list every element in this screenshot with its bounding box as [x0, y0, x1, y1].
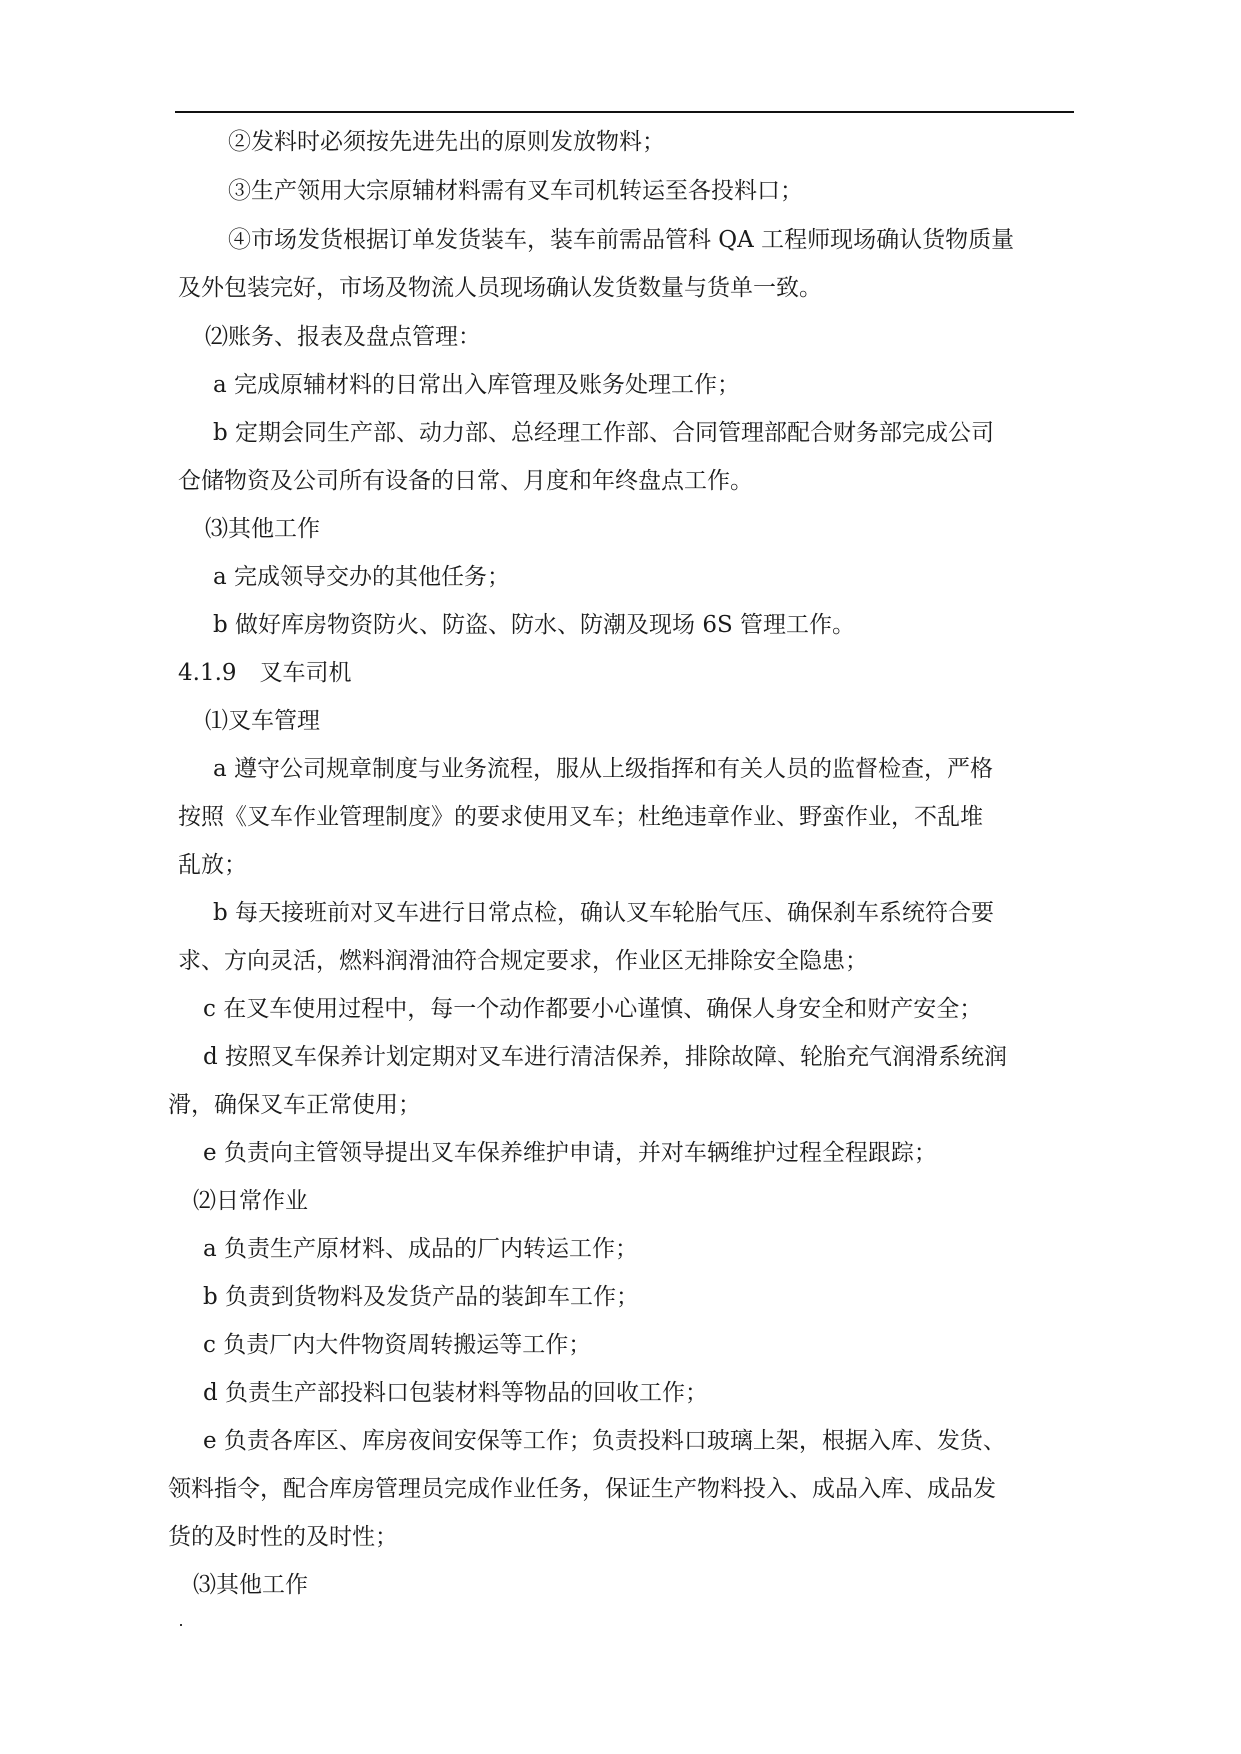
text-line: b 定期会同生产部、动力部、总经理工作部、合同管理部配合财务部完成公司 — [213, 420, 995, 446]
text-line: ⑶其他工作 — [205, 516, 320, 542]
text-line: a 负责生产原材料、成品的厂内转运工作； — [203, 1236, 639, 1262]
footer-dot — [180, 1624, 182, 1626]
text-line: 仓储物资及公司所有设备的日常、月度和年终盘点工作。 — [178, 468, 753, 494]
text-line: 货的及时性的及时性； — [168, 1524, 398, 1550]
text-line: e 负责向主管领导提出叉车保养维护申请，并对车辆维护过程全程跟踪； — [203, 1140, 937, 1166]
text-line: ④市场发货根据订单发货装车，装车前需品管科 QA 工程师现场确认货物质量 — [228, 227, 1015, 253]
text-line: b 做好库房物资防火、防盗、防水、防潮及现场 6S 管理工作。 — [213, 612, 856, 638]
text-line: 及外包装完好，市场及物流人员现场确认发货数量与货单一致。 — [178, 275, 822, 301]
text-line: e 负责各库区、库房夜间安保等工作；负责投料口玻璃上架，根据入库、发货、 — [203, 1428, 1006, 1454]
text-line: 按照《叉车作业管理制度》的要求使用叉车；杜绝违章作业、野蛮作业，不乱堆 — [178, 804, 983, 830]
text-line: 求、方向灵活，燃料润滑油符合规定要求，作业区无排除安全隐患； — [178, 948, 868, 974]
text-line: d 按照叉车保养计划定期对叉车进行清洁保养，排除故障、轮胎充气润滑系统润 — [203, 1044, 1008, 1070]
text-line: ⑶其他工作 — [193, 1572, 308, 1598]
text-line: d 负责生产部投料口包装材料等物品的回收工作； — [203, 1380, 709, 1406]
text-line: a 完成领导交办的其他任务； — [213, 564, 511, 590]
text-line: ②发料时必须按先进先出的原则发放物料； — [228, 129, 665, 155]
text-line: a 完成原辅材料的日常出入库管理及账务处理工作； — [213, 372, 741, 398]
text-line: ⑵日常作业 — [193, 1188, 308, 1214]
section-heading: 4.1.9 叉车司机 — [178, 660, 352, 686]
text-line: c 负责厂内大件物资周转搬运等工作； — [203, 1332, 592, 1358]
text-line: 乱放； — [178, 852, 247, 878]
text-line: ③生产领用大宗原辅材料需有叉车司机转运至各投料口； — [228, 178, 803, 204]
text-line: ⑵账务、报表及盘点管理： — [205, 324, 481, 350]
text-line: c 在叉车使用过程中，每一个动作都要小心谨慎、确保人身安全和财产安全； — [203, 996, 983, 1022]
text-line: 领料指令，配合库房管理员完成作业任务，保证生产物料投入、成品入库、成品发 — [168, 1476, 996, 1502]
header-rule — [175, 111, 1074, 113]
text-line: b 每天接班前对叉车进行日常点检，确认叉车轮胎气压、确保刹车系统符合要 — [213, 900, 995, 926]
text-line: a 遵守公司规章制度与业务流程，服从上级指挥和有关人员的监督检查，严格 — [213, 756, 994, 782]
text-line: 滑，确保叉车正常使用； — [168, 1092, 421, 1118]
text-line: b 负责到货物料及发货产品的装卸车工作； — [203, 1284, 640, 1310]
text-line: ⑴叉车管理 — [205, 708, 320, 734]
